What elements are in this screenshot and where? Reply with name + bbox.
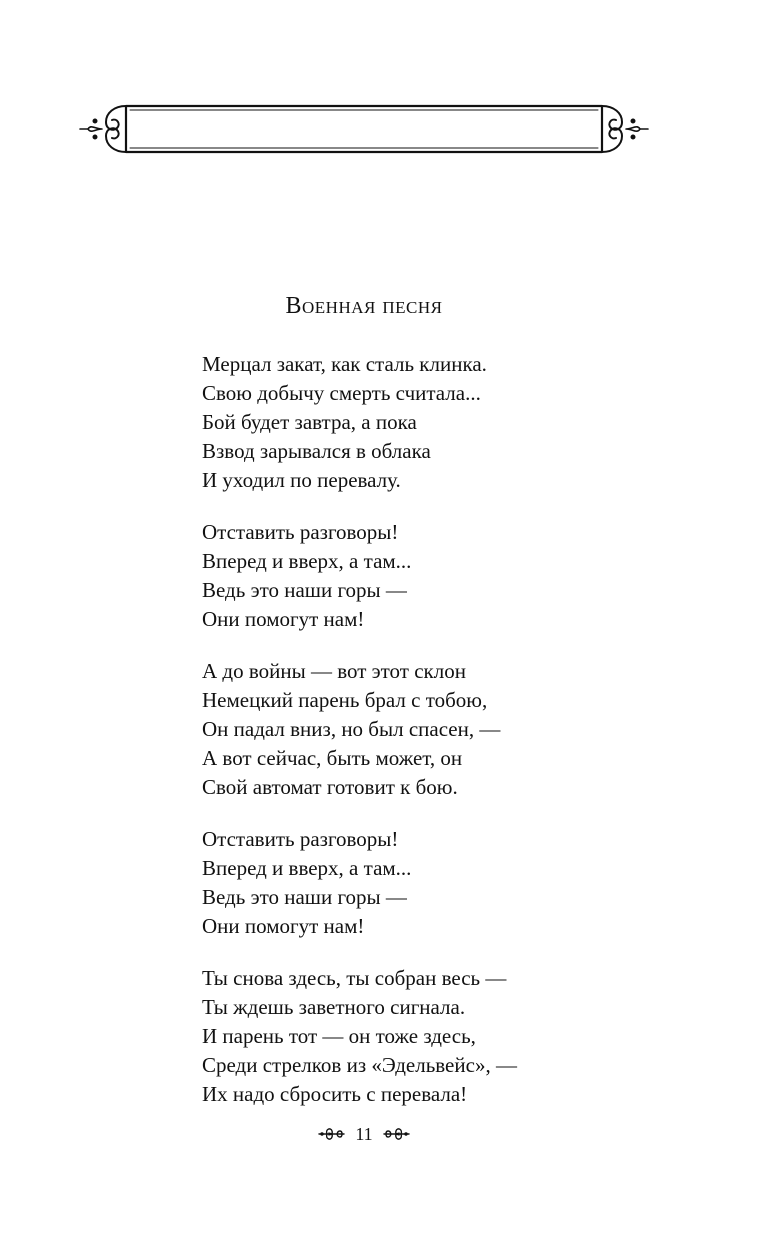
stanza [202, 518, 662, 634]
poem-line: И уходил по перевалу. [202, 468, 401, 492]
poem-line: И парень тот — он тоже здесь, [202, 1024, 476, 1048]
poem-title: Военная песня [285, 293, 443, 319]
poem-line: Немецкий парень брал с тобою, [202, 688, 488, 712]
right-flourish-icon [381, 1125, 411, 1143]
page-number: 11 [355, 1123, 373, 1144]
poem-line: Мерцал закат, как сталь клинка. [202, 352, 487, 376]
poem-line: Свой автомат готовит к бою. [202, 775, 458, 799]
header-ornamental-frame-icon [78, 98, 650, 158]
poem-line: Их надо сбросить с перевала! [202, 1082, 468, 1106]
poem-line: Среди стрелков из «Эдельвейс», — [202, 1053, 517, 1077]
poem-line: Они помогут нам! [202, 607, 365, 631]
poem-line: Они помогут нам! [202, 914, 365, 938]
poem-line: Отставить разговоры! [202, 520, 399, 544]
stanza [202, 964, 662, 1109]
poem-line: Ты снова здесь, ты собран весь — [202, 966, 507, 990]
stanza [202, 825, 662, 941]
poem-line: Ведь это наши горы — [202, 885, 407, 909]
poem-line: Вперед и вверх, а там... [202, 856, 412, 880]
poem-line: Отставить разговоры! [202, 827, 399, 851]
poem-line: Взвод зарывался в облака [202, 439, 431, 463]
stanza [202, 657, 662, 802]
poem-line: А вот сейчас, быть может, он [202, 746, 463, 770]
poem-line: Вперед и вверх, а там... [202, 549, 412, 573]
poem-line: Бой будет завтра, а пока [202, 410, 417, 434]
poem-line: Ведь это наши горы — [202, 578, 407, 602]
left-flourish-icon [317, 1125, 347, 1143]
stanza [202, 350, 662, 495]
poem-line: Ты ждешь заветного сигнала. [202, 995, 466, 1019]
poem-line: А до войны — вот этот склон [202, 659, 466, 683]
poem-text [202, 350, 662, 1132]
page-footer [300, 1118, 428, 1150]
poem-line: Он падал вниз, но был спасен, — [202, 717, 501, 741]
poem-line: Свою добычу смерть считала... [202, 381, 481, 405]
